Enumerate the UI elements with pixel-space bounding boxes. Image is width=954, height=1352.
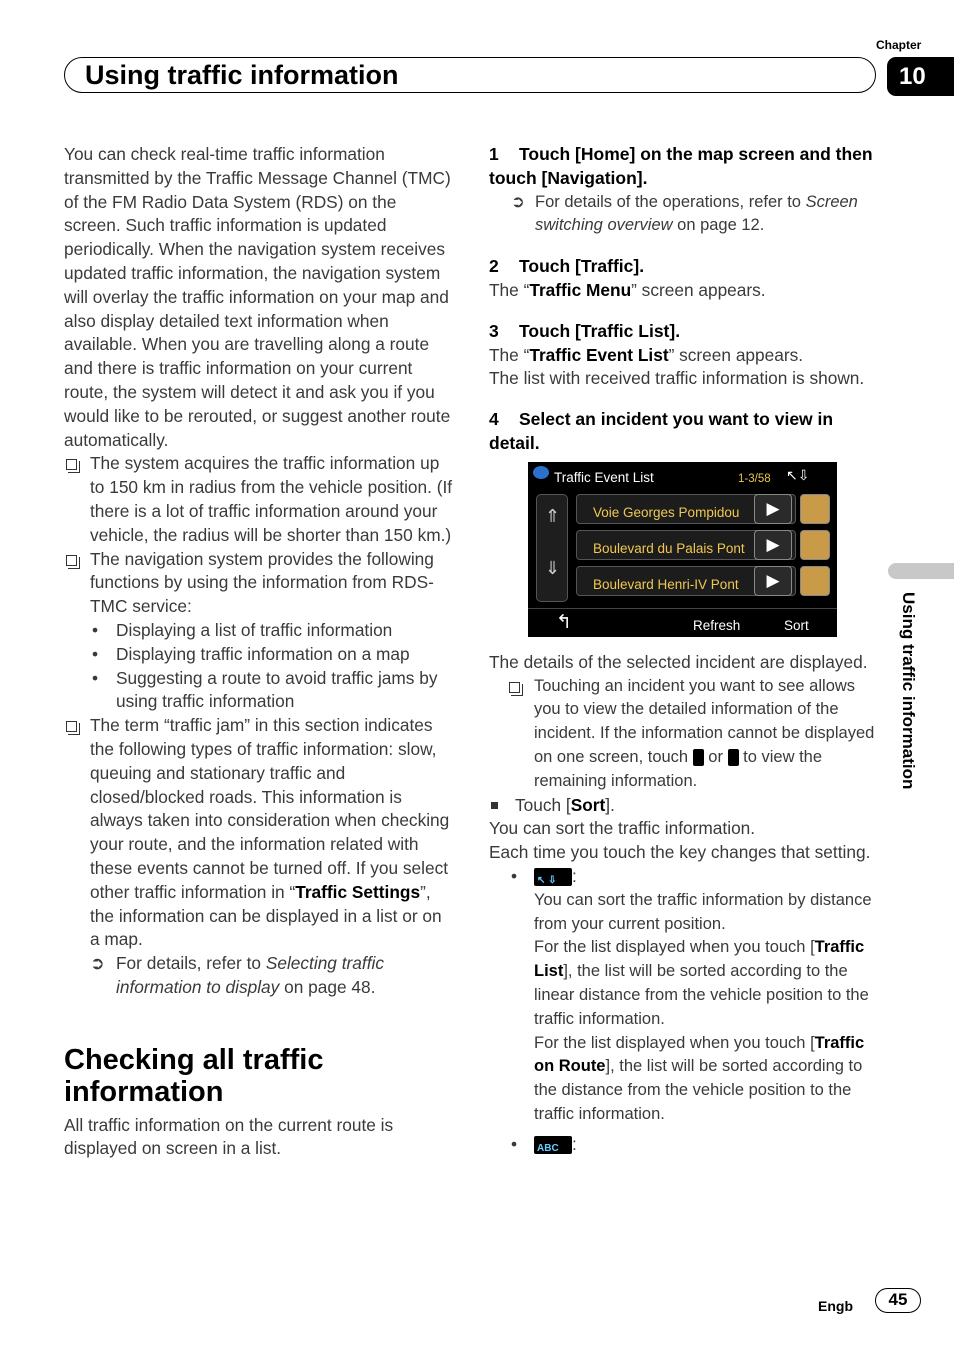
scroll-down-icon: [693, 749, 704, 766]
section-body: All traffic information on the current route is displayed on screen in a list.: [64, 1114, 394, 1159]
bullet-item: [64, 667, 454, 715]
play-icon[interactable]: ▶: [754, 566, 792, 596]
left-column: [64, 143, 454, 1161]
side-tab-marker: [888, 563, 954, 579]
sort-option: • ABC :: [489, 1133, 881, 1157]
bullet-icon: •: [511, 1133, 518, 1154]
list-item[interactable]: Voie Georges Pompidou: [576, 494, 796, 524]
note-text: The navigation system provides the following functions by using the information from RDS-TMC service:: [90, 548, 434, 617]
note-item: [64, 548, 454, 619]
step-heading: 2 Touch [Traffic].: [489, 256, 645, 277]
intro-paragraph: You can check real-time traffic information transmitted by the Traffic Message Channel (TMC) of the FM Radio Data System (RDS) on the screen. Such traffic information is updated periodically. When the navigation system receives updated traffic information, the navigation system will overlay the traffic information on your map and also display detailed text information when available. When you are travelling along a route and there is traffic information on your current route, the system will detect it and ask you if you would like to be rerouted, or suggest another route automatically.: [64, 144, 451, 450]
reference-text: For details, refer to Selecting traffic information to display on page 48.: [116, 953, 384, 997]
step-heading: 3 Touch [Traffic List].: [489, 320, 681, 341]
note-text: The system acquires the traffic information up to 150 km in radius from the vehicle position. (If there is a lot of traffic information around your vehicle, the radius will be shorter than 150 km.): [90, 453, 453, 545]
traffic-event-screen: [528, 462, 837, 637]
scroll-up-icon[interactable]: ⇑: [545, 505, 561, 526]
header-bar: [64, 57, 876, 93]
option-body: For the list displayed when you touch [Traffic List], the list will be sorted according to the linear distance from the vehicle position to the traffic information.: [534, 938, 869, 1028]
checkbox-icon: [509, 682, 520, 693]
page-number: 45: [875, 1288, 921, 1313]
step-body: The “Traffic Event List” screen appears.: [489, 344, 804, 365]
bullet-item: [64, 643, 454, 667]
list-item[interactable]: Boulevard du Palais Pont: [576, 530, 796, 560]
right-column: [489, 143, 881, 1157]
sort-option: • ↖ ⇩ :: [489, 865, 881, 889]
bullet-icon: •: [511, 865, 518, 886]
step-body: The list with received traffic information is shown.: [489, 368, 865, 389]
footer-language: Engb: [818, 1298, 853, 1314]
arrow-icon: ➲: [90, 953, 105, 974]
reference-text: For details of the operations, refer to Screen switching overview on page 12.: [535, 192, 858, 235]
note-item: [64, 714, 454, 952]
section-heading: Checking all traffic information: [64, 1043, 324, 1108]
reference-item: [64, 952, 454, 1000]
screen-footer: [528, 608, 837, 637]
sort-body: Each time you touch the key changes that setting.: [489, 842, 871, 863]
reference-item: [511, 191, 881, 239]
note-item: [64, 452, 454, 547]
scroll-up-icon: [728, 749, 739, 766]
scroll-down-icon[interactable]: ⇓: [545, 557, 561, 578]
bullet-text: Displaying traffic information on a map: [116, 643, 410, 664]
page-title: Using traffic information: [85, 60, 399, 90]
back-icon[interactable]: ↰: [556, 611, 572, 633]
map-icon[interactable]: [800, 566, 830, 596]
refresh-button[interactable]: Refresh: [693, 617, 741, 633]
bullet-icon: •: [92, 619, 99, 640]
step-heading: 1 Touch [Home] on the map screen and then touch [Navigation].: [489, 144, 873, 188]
screen-title: Traffic Event List: [554, 469, 654, 485]
list-item[interactable]: Boulevard Henri-IV Pont: [576, 566, 796, 596]
sort-text: Touch [Sort].: [515, 794, 615, 815]
sort-button[interactable]: Sort: [784, 617, 809, 633]
bullet-item: [64, 619, 454, 643]
details-text: The details of the selected incident are displayed.: [489, 651, 868, 672]
option-body: You can sort the traffic information by distance from your current position.: [534, 890, 872, 933]
note-text: The term “traffic jam” in this section indicates the following types of traffic information: slow, queuing and stationary traffic and closed/blocked roads. This information is always taken into consideration when checking your route, and the information related with these events cannot be turned off. If you select other traffic information in “Traffic Settings”, the information can be displayed in a list or on a map.: [90, 715, 450, 950]
sort-item: [489, 794, 881, 818]
checkbox-icon: [66, 721, 77, 732]
chapter-label: Chapter: [876, 38, 922, 52]
page-count: 1-3/58: [738, 472, 771, 485]
play-icon[interactable]: ▶: [754, 530, 792, 560]
step-body: The “Traffic Menu” screen appears.: [489, 279, 766, 300]
bullet-text: Displaying a list of traffic information: [116, 619, 393, 640]
sort-distance-icon: ↖ ⇩: [534, 868, 572, 886]
bullet-text: Suggesting a route to avoid traffic jams by using traffic information: [116, 667, 438, 712]
sort-distance-icon[interactable]: ↖⇩: [786, 466, 810, 483]
note-text: Touching an incident you want to see allows you to view the detailed information of the incident. If the information cannot be displayed on one screen, touch or to view the remaining information.: [534, 676, 875, 790]
option-body: For the list displayed when you touch [Traffic on Route], the list will be sorted according to the distance from the vehicle position to the traffic information.: [534, 1033, 865, 1123]
scroll-panel: [536, 494, 568, 602]
note-item: [507, 675, 881, 794]
bullet-icon: •: [92, 667, 99, 688]
arrow-icon: ➲: [511, 192, 525, 211]
checkbox-icon: [66, 459, 77, 470]
bullet-icon: •: [92, 643, 99, 664]
sort-alphabetical-icon: ABC: [534, 1136, 572, 1154]
play-icon[interactable]: ▶: [754, 494, 792, 524]
map-icon[interactable]: [800, 530, 830, 560]
checkbox-icon: [66, 555, 77, 566]
square-bullet-icon: [491, 802, 498, 809]
sort-body: You can sort the traffic information.: [489, 818, 756, 839]
side-tab-label: Using traffic information: [899, 592, 918, 790]
map-icon[interactable]: [800, 494, 830, 524]
step-heading: 4 Select an incident you want to view in detail.: [489, 409, 834, 453]
chapter-number: 10: [887, 57, 954, 96]
globe-icon: [533, 466, 549, 479]
